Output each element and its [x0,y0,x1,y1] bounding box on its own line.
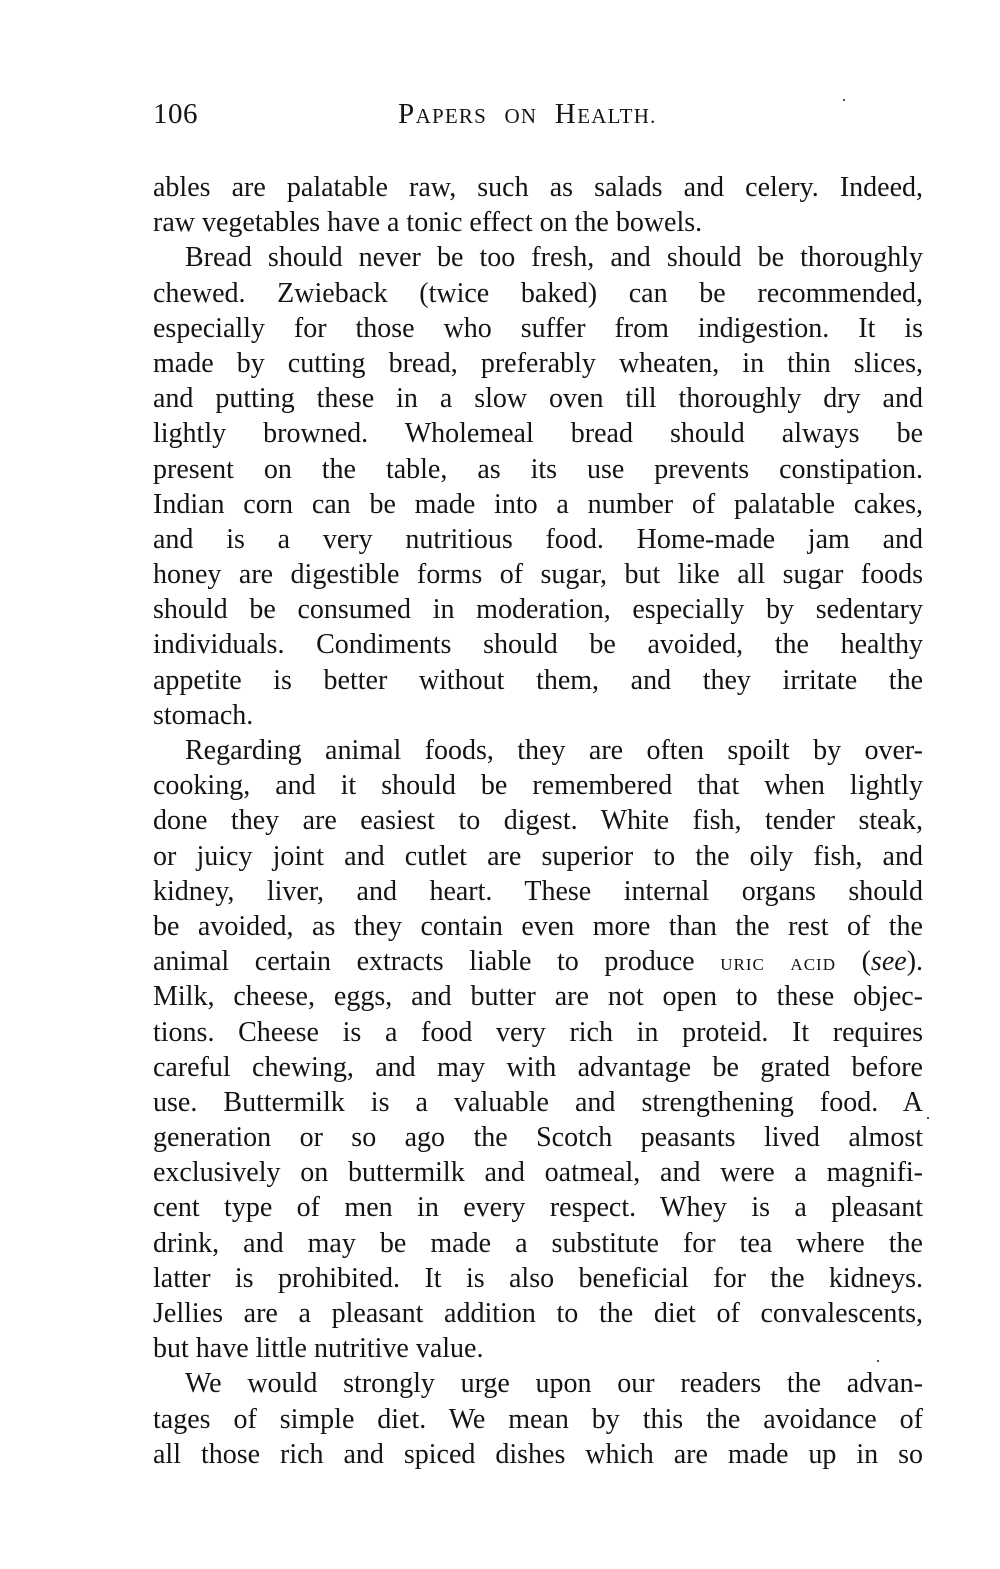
text-line: present on the table, as its use prevents constipation. [153,453,923,485]
scan-speck [843,99,845,101]
text-line: use. Buttermilk is a valuable and strengthening food. A [153,1086,923,1118]
text-line: tions. Cheese is a food very rich in proteid. It requires [153,1016,923,1048]
text-line: stomach. [153,699,254,731]
text-line: should be consumed in moderation, especially by sedentary [153,594,923,626]
text-line: especially for those who suffer from indigestion. It is [153,312,923,344]
scan-speck [927,1117,929,1119]
text-line: raw vegetables have a tonic effect on the bowels. [153,207,703,239]
text-line: exclusively on buttermilk and oatmeal, and were a magnifi- [153,1157,923,1189]
running-head-word-1: APERS [415,104,487,128]
paragraph-4 [153,1366,923,1472]
text-line-with-cross-reference [153,944,923,979]
text-line: ables are palatable raw, such as salads and celery. Indeed, [153,172,923,203]
text-line: done they are easiest to digest. White fish, tender steak, [153,805,923,837]
text-line: but have little nutritive value. [153,1333,484,1365]
text-line: Milk, cheese, eggs, and butter are not open to these objec- [153,981,923,1013]
text-line: lightly browned. Wholemeal bread should always be [153,418,923,450]
cross-reference-uric-acid: uric acid [720,950,836,977]
text-line: cent type of men in every respect. Whey is a pleasant [153,1192,923,1224]
text-line: Regarding animal foods, they are often spoilt by over- [185,735,923,766]
paragraph-2 [153,240,923,733]
paragraph-3 [153,733,923,1366]
text-line: kidney, liver, and heart. These internal organs should [153,875,923,907]
text-line: appetite is better without them, and they irritate the [153,664,923,696]
running-head [398,98,657,131]
text-run: ). [906,946,924,978]
text-line: individuals. Condiments should be avoided, the healthy [153,629,923,661]
text-line: all those rich and spiced dishes which are made up in so [153,1438,923,1470]
text-line: Indian corn can be made into a number of palatable cakes, [153,488,923,520]
text-line: and putting these in a slow oven till thoroughly dry and [153,383,923,415]
text-run: ( [835,946,871,978]
running-head-initial-3: H [554,98,578,130]
text-line: or juicy joint and cutlet are superior to the oily fish, and [153,840,923,872]
text-line: and is a very nutritious food. Home-made jam and [153,523,923,555]
text-line: chewed. Zwieback (twice baked) can be recommended, [153,277,923,309]
text-line: Bread should never be too fresh, and should be thoroughly [185,242,923,274]
running-head-word-2: ON [504,104,538,128]
running-head-initial-1: P [398,98,416,130]
see-reference: see [870,946,907,978]
text-line: generation or so ago the Scotch peasants lived almost [153,1122,923,1154]
text-line: be avoided, as they contain even more than the rest of the [153,910,923,942]
paragraph-1 [153,170,923,240]
running-head-word-3: EALTH. [577,104,657,128]
text-line: careful chewing, and may with advantage be grated before [153,1051,923,1083]
text-line: tages of simple diet. We mean by this the avoidance of [153,1403,923,1435]
text-line: cooking, and it should be remembered that when lightly [153,770,923,802]
text-line: latter is prohibited. It is also beneficial for the kidneys. [153,1262,923,1294]
text-line: honey are digestible forms of sugar, but like all sugar foods [153,559,923,591]
text-line: We would strongly urge upon our readers the advan- [185,1368,923,1400]
text-run: animal certain extracts liable to produce [153,946,721,978]
text-line: Jellies are a pleasant addition to the diet of convalescents, [153,1298,923,1329]
page-number: 106 [153,98,198,130]
page-header [153,98,923,138]
text-line: drink, and may be made a substitute for tea where the [153,1227,923,1259]
text-line: made by cutting bread, preferably wheaten, in thin slices, [153,347,923,379]
body-text [153,170,923,1472]
